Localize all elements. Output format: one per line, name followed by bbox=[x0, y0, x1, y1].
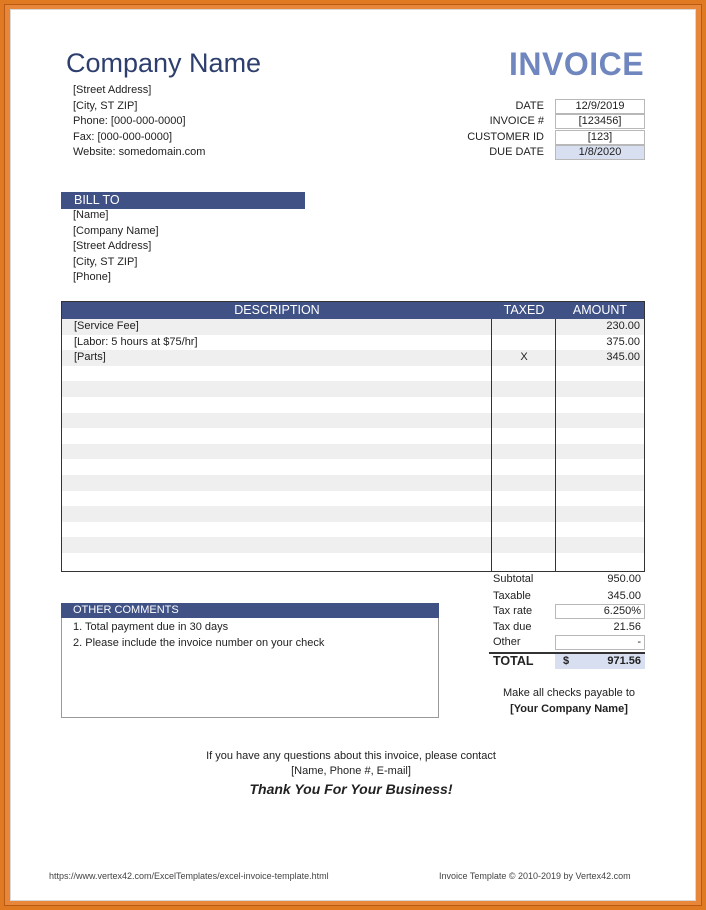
payable-to-text: Make all checks payable to bbox=[502, 687, 636, 699]
date-field[interactable]: 12/9/2019 bbox=[555, 99, 645, 114]
line-items-table bbox=[61, 301, 645, 572]
table-row[interactable] bbox=[62, 397, 644, 413]
item-amount[interactable]: 230.00 bbox=[606, 320, 640, 332]
table-row[interactable] bbox=[62, 537, 644, 553]
other-label: Other bbox=[493, 636, 521, 648]
total-label: TOTAL bbox=[493, 654, 534, 668]
other-field[interactable]: - bbox=[637, 636, 641, 648]
line-items-header bbox=[62, 302, 644, 319]
table-row[interactable] bbox=[62, 381, 644, 397]
bill-to-city[interactable]: [City, ST ZIP] bbox=[73, 256, 138, 268]
bill-to-street[interactable]: [Street Address] bbox=[73, 240, 152, 252]
amount-column-header: AMOUNT bbox=[572, 303, 628, 317]
invoice-title: INVOICE bbox=[509, 46, 645, 82]
column-divider bbox=[555, 319, 556, 571]
payable-company: [Your Company Name] bbox=[510, 703, 628, 715]
total-value: 971.56 bbox=[607, 655, 641, 667]
taxable-label: Taxable bbox=[493, 590, 531, 602]
table-row[interactable] bbox=[62, 428, 644, 444]
questions-text: If you have any questions about this invoice, please contact bbox=[206, 750, 496, 762]
subtotal-label: Subtotal bbox=[493, 573, 534, 585]
taxed-column-header: TAXED bbox=[503, 303, 545, 317]
template-url[interactable]: https://www.vertex42.com/ExcelTemplates/excel-invoice-template.html bbox=[49, 871, 329, 881]
date-label: DATE bbox=[515, 100, 544, 112]
comments-header: OTHER COMMENTS bbox=[61, 603, 439, 618]
item-description[interactable]: [Service Fee] bbox=[74, 320, 139, 332]
comment-line: 1. Total payment due in 30 days bbox=[73, 621, 229, 633]
table-row[interactable] bbox=[62, 475, 644, 491]
invoice-number-label: INVOICE # bbox=[489, 115, 544, 127]
comment-line: 2. Please include the invoice number on your check bbox=[73, 637, 325, 649]
company-address-line: [Street Address] bbox=[73, 84, 152, 96]
bill-to-name[interactable]: [Name] bbox=[73, 209, 109, 221]
bill-to-header: BILL TO bbox=[61, 192, 305, 209]
thank-you-text: Thank You For Your Business! bbox=[249, 781, 453, 797]
table-row[interactable] bbox=[62, 506, 644, 522]
currency-symbol: $ bbox=[563, 655, 570, 667]
item-description[interactable]: [Parts] bbox=[74, 351, 106, 364]
item-taxed[interactable]: X bbox=[520, 351, 528, 364]
invoice-page bbox=[10, 9, 696, 901]
table-row[interactable] bbox=[62, 319, 644, 335]
description-column-header: DESCRIPTION bbox=[234, 303, 320, 317]
due-date-label: DUE DATE bbox=[489, 146, 544, 158]
company-website: Website: somedomain.com bbox=[73, 146, 206, 158]
table-row[interactable] bbox=[62, 335, 644, 351]
tax-due-value: 21.56 bbox=[613, 621, 641, 633]
company-phone: Phone: [000-000-0000] bbox=[73, 115, 186, 127]
contact-text: [Name, Phone #, E-mail] bbox=[291, 765, 411, 777]
customer-id-field[interactable]: [123] bbox=[555, 130, 645, 145]
table-row[interactable] bbox=[62, 553, 644, 569]
subtotal-value: 950.00 bbox=[607, 573, 641, 585]
company-fax: Fax: [000-000-0000] bbox=[73, 131, 173, 143]
table-row[interactable] bbox=[62, 522, 644, 538]
table-row[interactable] bbox=[62, 491, 644, 507]
item-amount[interactable]: 345.00 bbox=[606, 351, 640, 364]
taxable-value: 345.00 bbox=[607, 590, 641, 602]
tax-rate-field[interactable]: 6.250% bbox=[603, 605, 641, 617]
table-row[interactable] bbox=[62, 413, 644, 429]
company-name: Company Name bbox=[66, 48, 262, 78]
table-row[interactable] bbox=[62, 366, 644, 382]
due-date-field[interactable]: 1/8/2020 bbox=[555, 145, 645, 160]
column-divider bbox=[491, 319, 492, 571]
invoice-number-field[interactable]: [123456] bbox=[555, 114, 645, 129]
bill-to-phone[interactable]: [Phone] bbox=[73, 271, 111, 283]
table-row[interactable] bbox=[62, 350, 644, 366]
company-address-line: [City, ST ZIP] bbox=[73, 100, 138, 112]
table-row[interactable] bbox=[62, 444, 644, 460]
item-description[interactable]: [Labor: 5 hours at $75/hr] bbox=[74, 335, 198, 348]
customer-id-label: CUSTOMER ID bbox=[467, 131, 544, 143]
item-amount[interactable]: 375.00 bbox=[606, 335, 640, 348]
tax-rate-label: Tax rate bbox=[493, 605, 533, 617]
bill-to-company[interactable]: [Company Name] bbox=[73, 225, 159, 237]
total-box bbox=[555, 654, 645, 669]
tax-due-label: Tax due bbox=[493, 621, 532, 633]
copyright-text: Invoice Template © 2010-2019 by Vertex42.com bbox=[439, 871, 631, 881]
table-row[interactable] bbox=[62, 459, 644, 475]
